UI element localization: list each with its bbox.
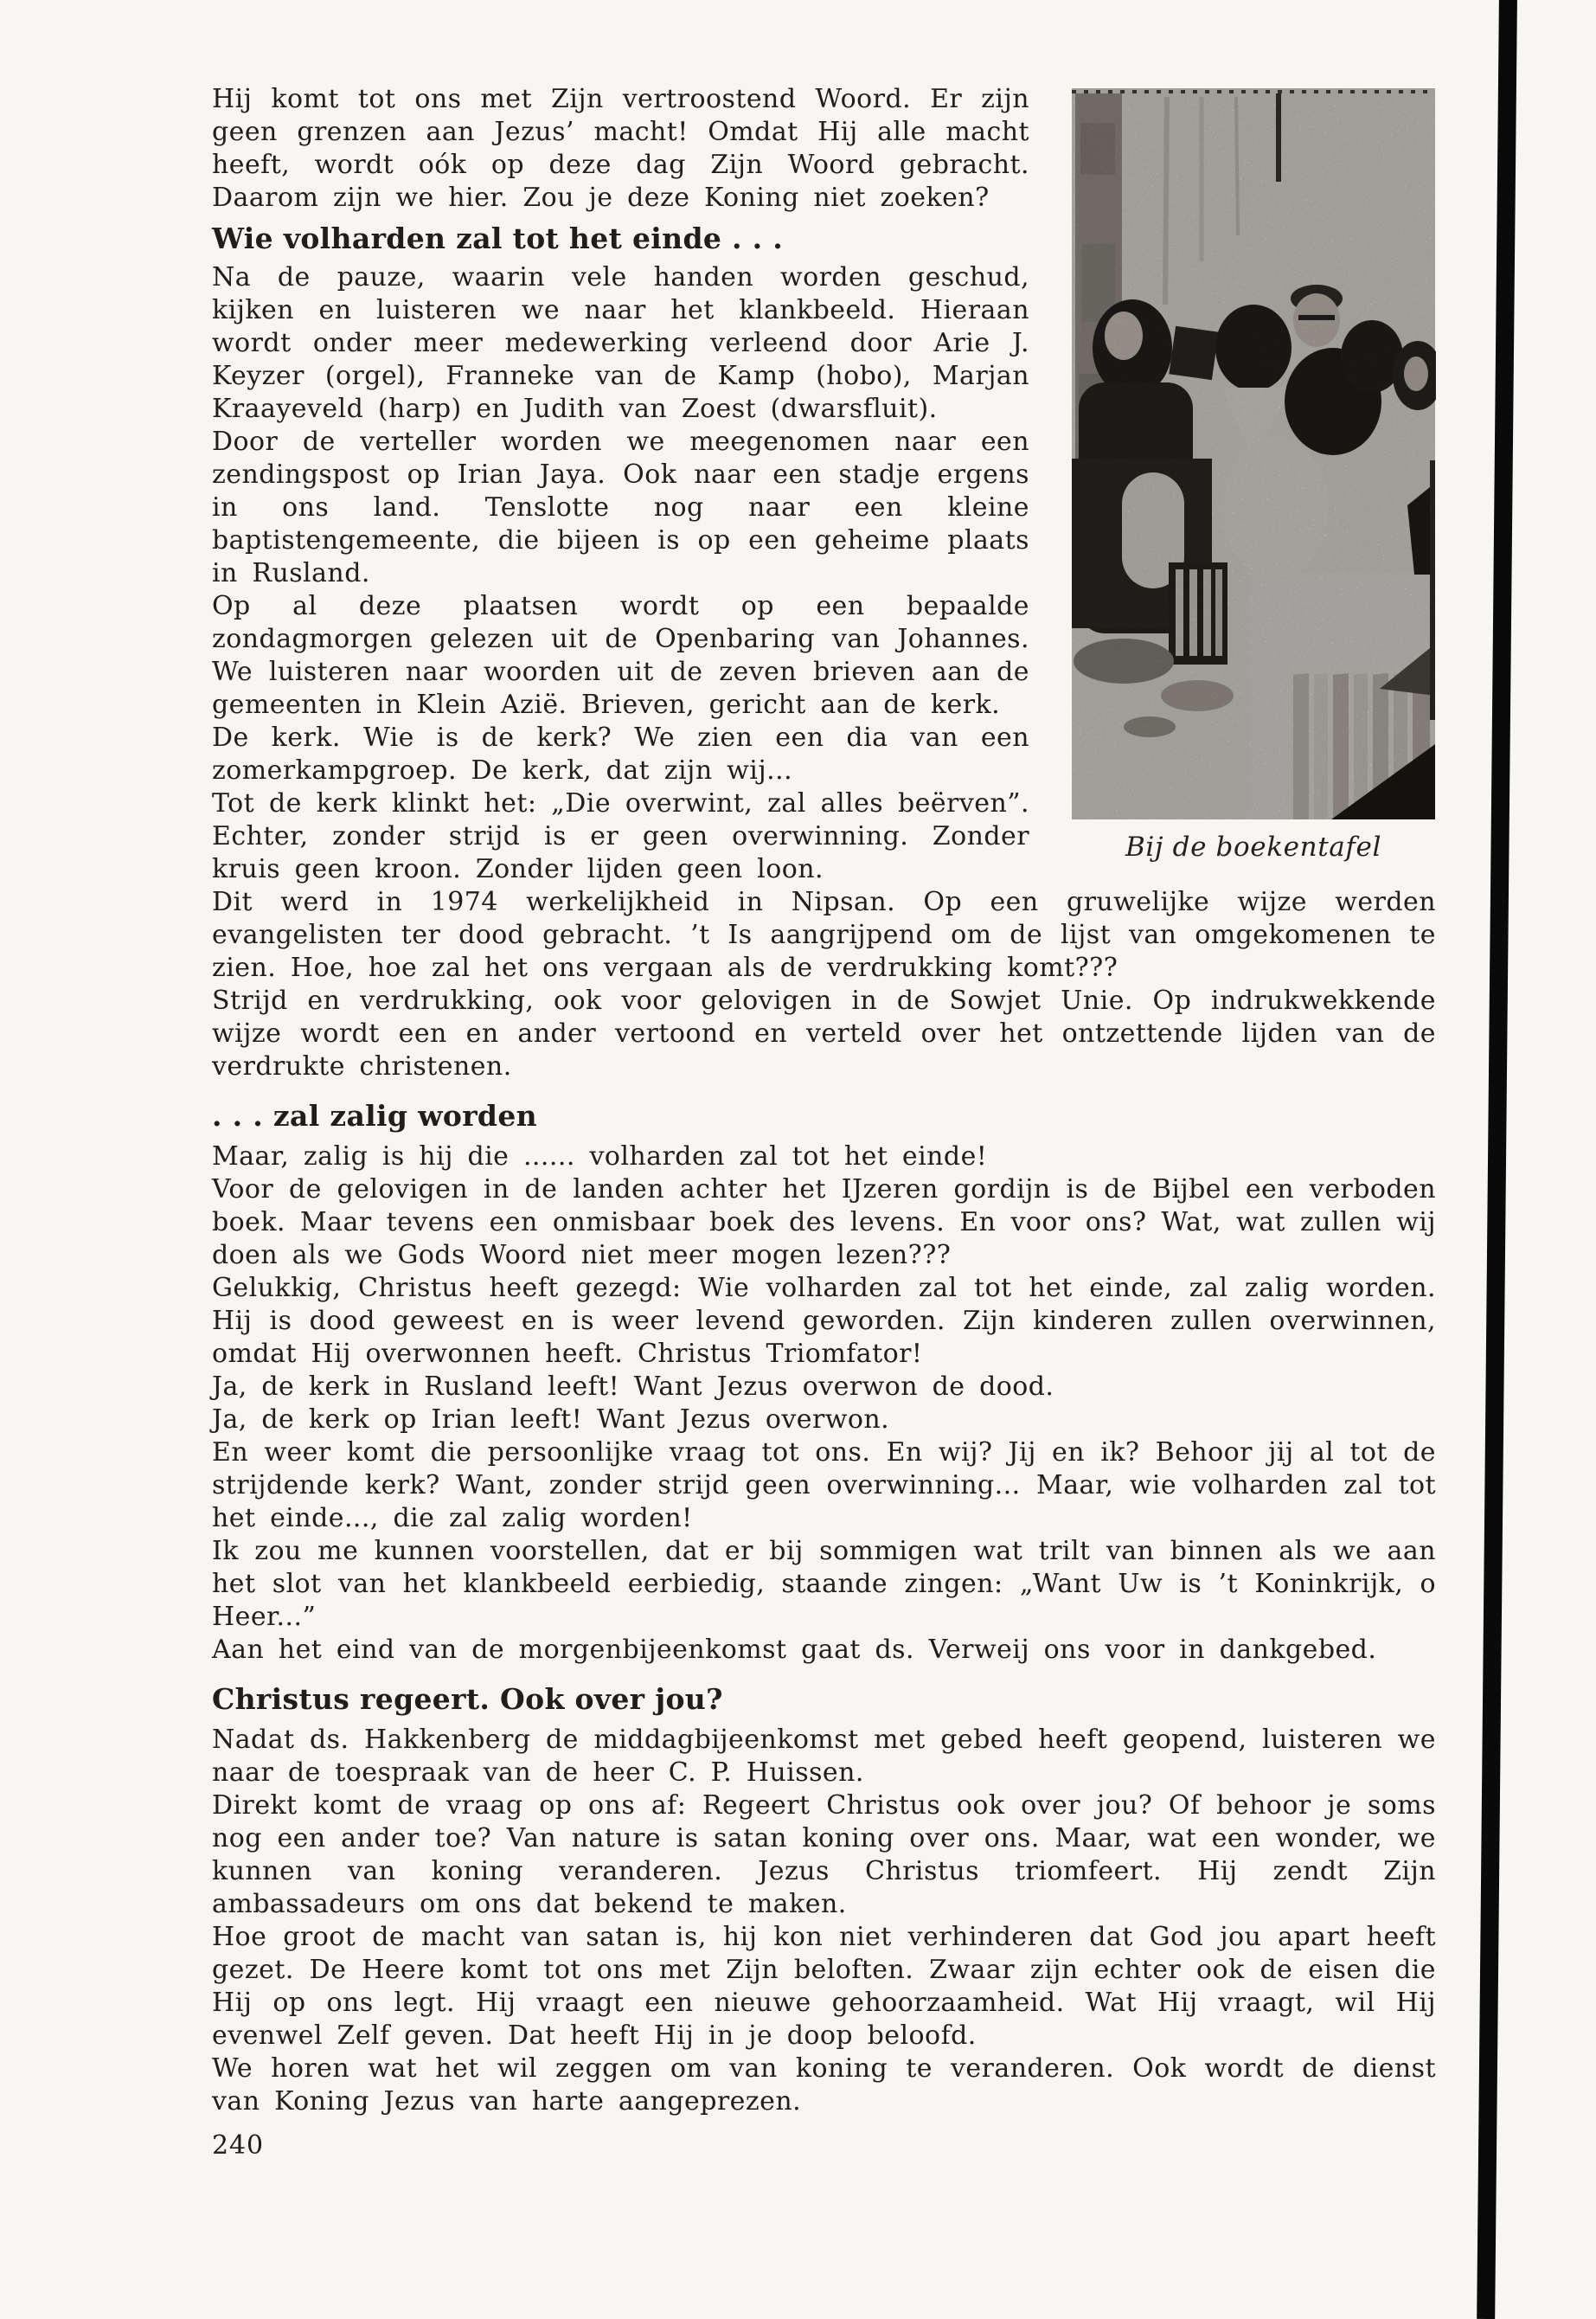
section-heading: Wie volharden zal tot het einde . . . bbox=[212, 222, 784, 255]
paragraph: Strijd en verdrukking, ook voor gelovigen in de Sowjet Unie. Op indrukwekkende wijze wordt een en ander vertoond en verteld over het ontzettende lijden van de verdrukte christenen. bbox=[212, 986, 1436, 1082]
paragraph: Na de pauze, waarin vele handen worden geschud, kijken en luisteren we naar het klankbeeld. Hieraan wordt onder meer medewerking verleend door Arie J. Keyzer (orgel), Franneke van de Kamp (hobo), Marjan Kraayeveld (harp) en Judith van Zoest (dwarsfluit). bbox=[212, 262, 1029, 424]
paragraph: Maar, zalig is hij die ...... volharden zal tot het einde! bbox=[212, 1141, 988, 1172]
figure-caption: Bij de boekentafel bbox=[1125, 832, 1381, 863]
section-heading: Christus regeert. Ook over jou? bbox=[212, 1682, 723, 1716]
paragraph: Ja, de kerk op Irian leeft! Want Jezus overwon. bbox=[212, 1404, 890, 1435]
paragraph: Dit werd in 1974 werkelijkheid in Nipsan. Op een gruwelijke wijze werden evangelisten ter dood gebracht. ’t Is aangrijpend om de lijst van omgekomenen te zien. Hoe, hoe zal het ons vergaan als de verdrukking komt??? bbox=[212, 887, 1436, 983]
paragraph: We horen wat het wil zeggen om van koning te veranderen. Ook wordt de dienst van Koning Jezus van harte aangeprezen. bbox=[212, 2053, 1436, 2117]
paragraph: Voor de gelovigen in de landen achter het IJzeren gordijn is de Bijbel een verboden boek. Maar tevens een onmisbaar boek des levens. En voor ons? Wat, wat zullen wij doen als we Gods Woord niet meer mogen lezen??? bbox=[212, 1174, 1436, 1270]
boekentafel-photo bbox=[1071, 88, 1436, 819]
section-heading: . . . zal zalig worden bbox=[212, 1099, 537, 1133]
photo-illustration bbox=[1071, 88, 1436, 819]
paragraph: En weer komt die persoonlijke vraag tot ons. En wij? Jij en ik? Behoor jij al tot de strijdende kerk? Want, zonder strijd geen overwinning... Maar, wie volharden zal tot het einde..., die zal zalig worden! bbox=[212, 1437, 1436, 1533]
photo-figure bbox=[1071, 88, 1436, 863]
paragraph: Aan het eind van de morgenbijeenkomst gaat ds. Verweij ons voor in dankgebed. bbox=[212, 1635, 1377, 1665]
paragraph: Hij komt tot ons met Zijn vertroostend Woord. Er zijn geen grenzen aan Jezus’ macht! Omdat Hij alle macht heeft, wordt oók op deze dag Zijn Woord gebracht. Daarom zijn we hier. Zou je deze Koning niet zoeken? bbox=[212, 84, 1029, 213]
paragraph: Direkt komt de vraag op ons af: Regeert Christus ook over jou? Of behoor je soms nog een ander toe? Van nature is satan koning over ons. Maar, wat een wonder, we kunnen van koning veranderen. Jezus Christus triomfeert. Hij zendt Zijn ambassadeurs om ons dat bekend te maken. bbox=[212, 1790, 1436, 1919]
paragraph: Gelukkig, Christus heeft gezegd: Wie volharden zal tot het einde, zal zalig worden. Hij is dood geweest en is weer levend geworden. Zijn kinderen zullen overwinnen, omdat Hij overwonnen heeft. Christus Triomfator! bbox=[212, 1273, 1436, 1369]
paragraph: Door de verteller worden we meegenomen naar een zendingspost op Irian Jaya. Ook naar een stadje ergens in ons land. Tenslotte nog naar een kleine baptistengemeente, die bijeen is op een geheime plaats in Rusland. bbox=[212, 427, 1029, 588]
paragraph: Ik zou me kunnen voorstellen, dat er bij sommigen wat trilt van binnen als we aan het slot van het klankbeeld eerbiedig, staande zingen: „Want Uw is ’t Koninkrijk, o Heer...” bbox=[212, 1536, 1436, 1632]
paragraph: De kerk. Wie is de kerk? We zien een dia van een zomerkampgroep. De kerk, dat zijn wij... bbox=[212, 723, 1029, 786]
paragraph: Tot de kerk klinkt het: „Die overwint, zal alles beërven”. Echter, zonder strijd is er geen overwinning. Zonder kruis geen kroon. Zonder lijden geen loon. bbox=[212, 788, 1029, 884]
page-gutter-shadow bbox=[1477, 0, 1517, 2319]
paragraph: Nadat ds. Hakkenberg de middagbijeenkomst met gebed heeft geopend, luisteren we naar de toespraak van de heer C. P. Huissen. bbox=[212, 1725, 1436, 1788]
paragraph: Hoe groot de macht van satan is, hij kon niet verhinderen dat God jou apart heeft gezet. De Heere komt tot ons met Zijn beloften. Zwaar zijn echter ook de eisen die Hij op ons legt. Hij vraagt een nieuwe gehoorzaamheid. Wat Hij vraagt, wil Hij evenwel Zelf geven. Dat heeft Hij in je doop beloofd. bbox=[212, 1922, 1436, 2051]
paragraph: Op al deze plaatsen wordt op een bepaalde zondagmorgen gelezen uit de Openbaring van Johannes. We luisteren naar woorden uit de zeven brieven aan de gemeenten in Klein Azië. Brieven, gericht aan de kerk. bbox=[212, 591, 1029, 720]
paragraph: Ja, de kerk in Rusland leeft! Want Jezus overwon de dood. bbox=[212, 1371, 1054, 1402]
page-content bbox=[212, 83, 1436, 2118]
page-number: 240 bbox=[212, 2130, 264, 2161]
